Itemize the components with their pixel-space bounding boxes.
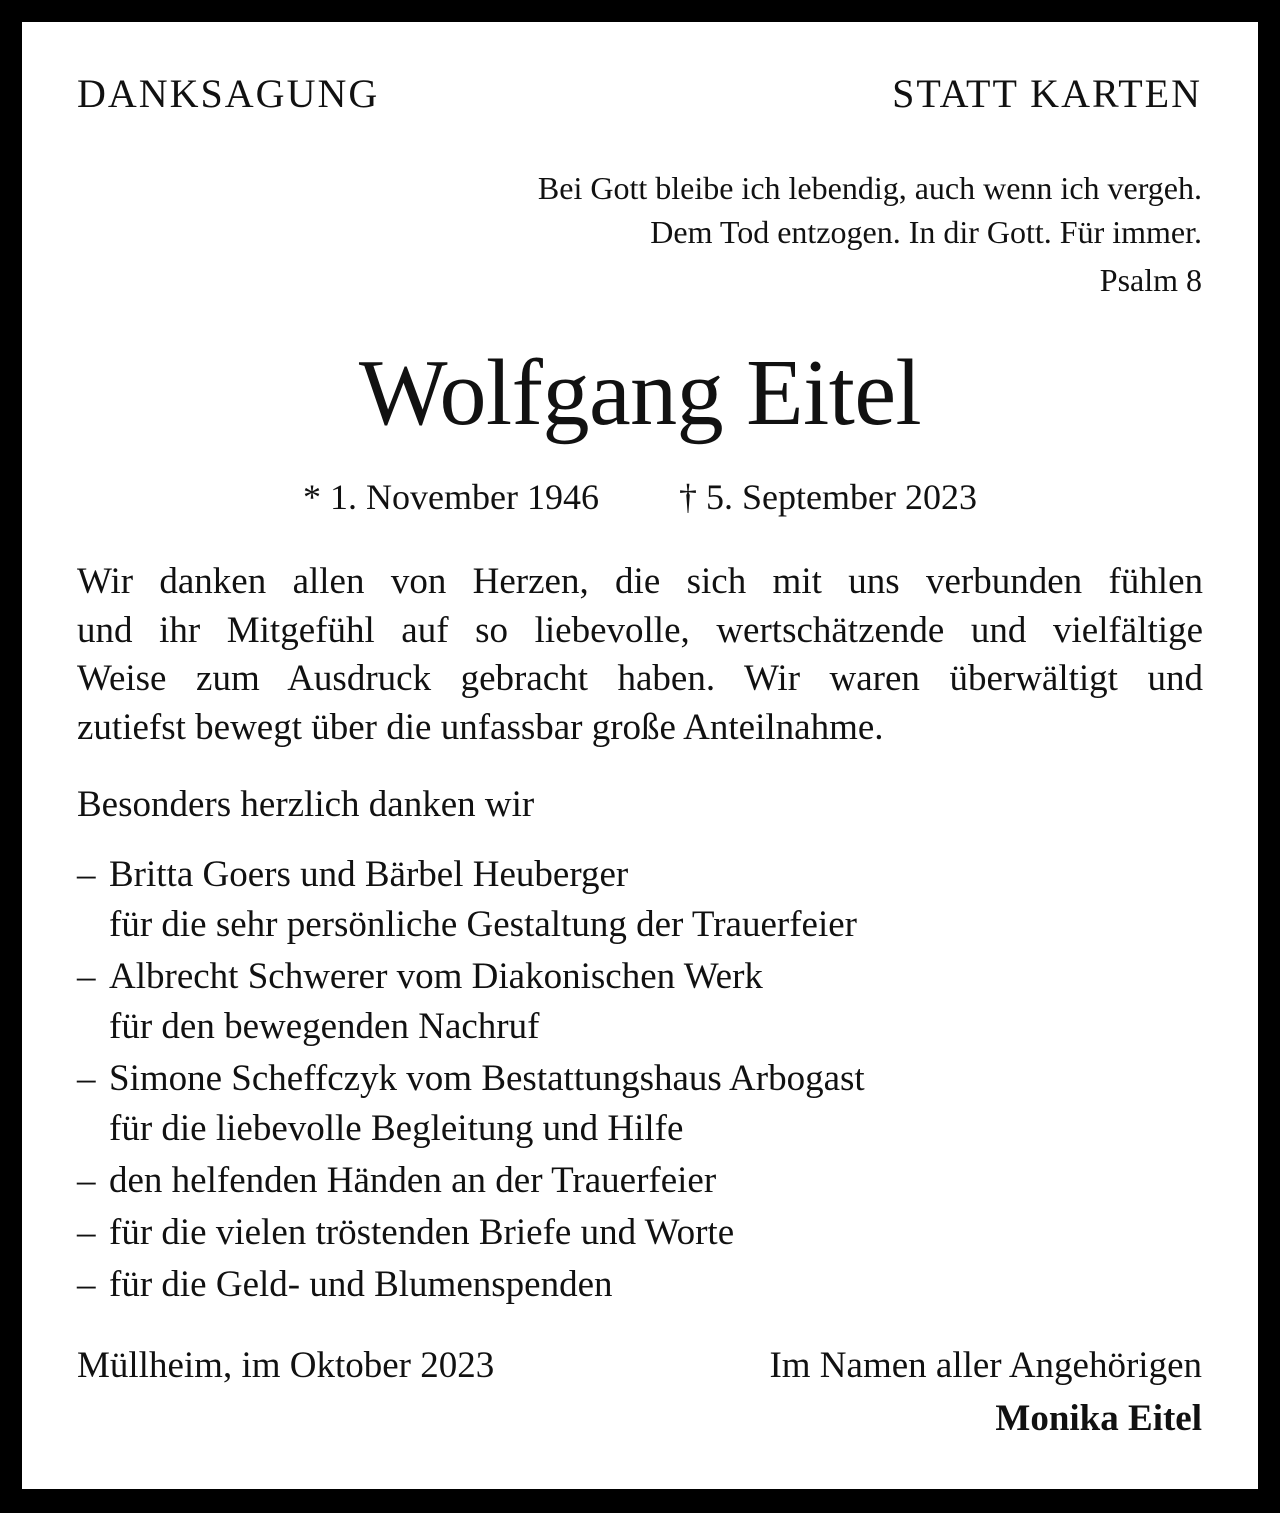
list-item <box>77 1208 865 1258</box>
verse-line-2: Dem Tod entzogen. In dir Gott. Für immer. <box>650 214 1202 250</box>
verse-source: Psalm 8 <box>1099 262 1202 298</box>
thanks-intro: Besonders herzlich danken wir <box>77 784 535 825</box>
list-item-line: für die vielen tröstenden Briefe und Worte <box>109 1212 735 1253</box>
message-line: Wir danken allen von Herzen, die sich mit uns verbunden fühlen <box>77 561 1203 602</box>
message-line: und ihr Mitgefühl auf so liebevolle, wertschätzende und vielfältige <box>77 609 1203 651</box>
list-item-detail: für den bewegenden Nachruf <box>109 1006 540 1047</box>
list-item-detail: für die liebevolle Begleitung und Hilfe <box>109 1108 684 1149</box>
header-statt-karten: STATT KARTEN <box>892 71 1202 116</box>
list-item <box>77 952 865 1052</box>
list-item-line: Britta Goers und Bärbel Heuberger <box>109 854 629 895</box>
on-behalf-line: Im Namen aller Angehörigen <box>769 1345 1202 1386</box>
thanks-list <box>77 850 865 1310</box>
dash: – <box>77 1160 96 1201</box>
message-line: Weise zum Ausdruck gebracht haben. Wir waren überwältigt und <box>77 658 1203 699</box>
place-and-date: Müllheim, im Oktober 2023 <box>77 1345 495 1386</box>
list-item <box>77 1156 865 1206</box>
list-item <box>77 850 865 950</box>
bible-verse <box>538 166 1202 254</box>
dash: – <box>77 1264 96 1305</box>
birth-date: * 1. November 1946 <box>303 477 599 517</box>
dash: – <box>77 1212 96 1253</box>
thank-you-message <box>77 558 1203 752</box>
list-item-line: den helfenden Händen an der Trauerfeier <box>109 1160 717 1201</box>
list-item-line: Simone Scheffczyk vom Bestattungshaus Arbogast <box>109 1058 865 1099</box>
header-danksagung: DANKSAGUNG <box>77 71 380 116</box>
deceased-name: Wolfgang Eitel <box>358 341 922 445</box>
death-date: † 5. September 2023 <box>679 477 977 517</box>
message-line: zutiefst bewegt über die unfassbar große Anteilnahme. <box>77 706 884 748</box>
life-dates <box>0 476 1280 518</box>
list-item <box>77 1054 865 1154</box>
dash: – <box>77 854 96 895</box>
dash: – <box>77 1058 96 1099</box>
signatory-name: Monika Eitel <box>995 1398 1202 1439</box>
list-item-detail: für die sehr persönliche Gestaltung der Trauerfeier <box>109 904 857 945</box>
list-item-line: für die Geld- und Blumenspenden <box>109 1264 613 1305</box>
dash: – <box>77 956 96 997</box>
list-item <box>77 1260 865 1310</box>
list-item-line: Albrecht Schwerer vom Diakonischen Werk <box>109 956 763 997</box>
verse-line-1: Bei Gott bleibe ich lebendig, auch wenn ich vergeh. <box>537 170 1202 206</box>
